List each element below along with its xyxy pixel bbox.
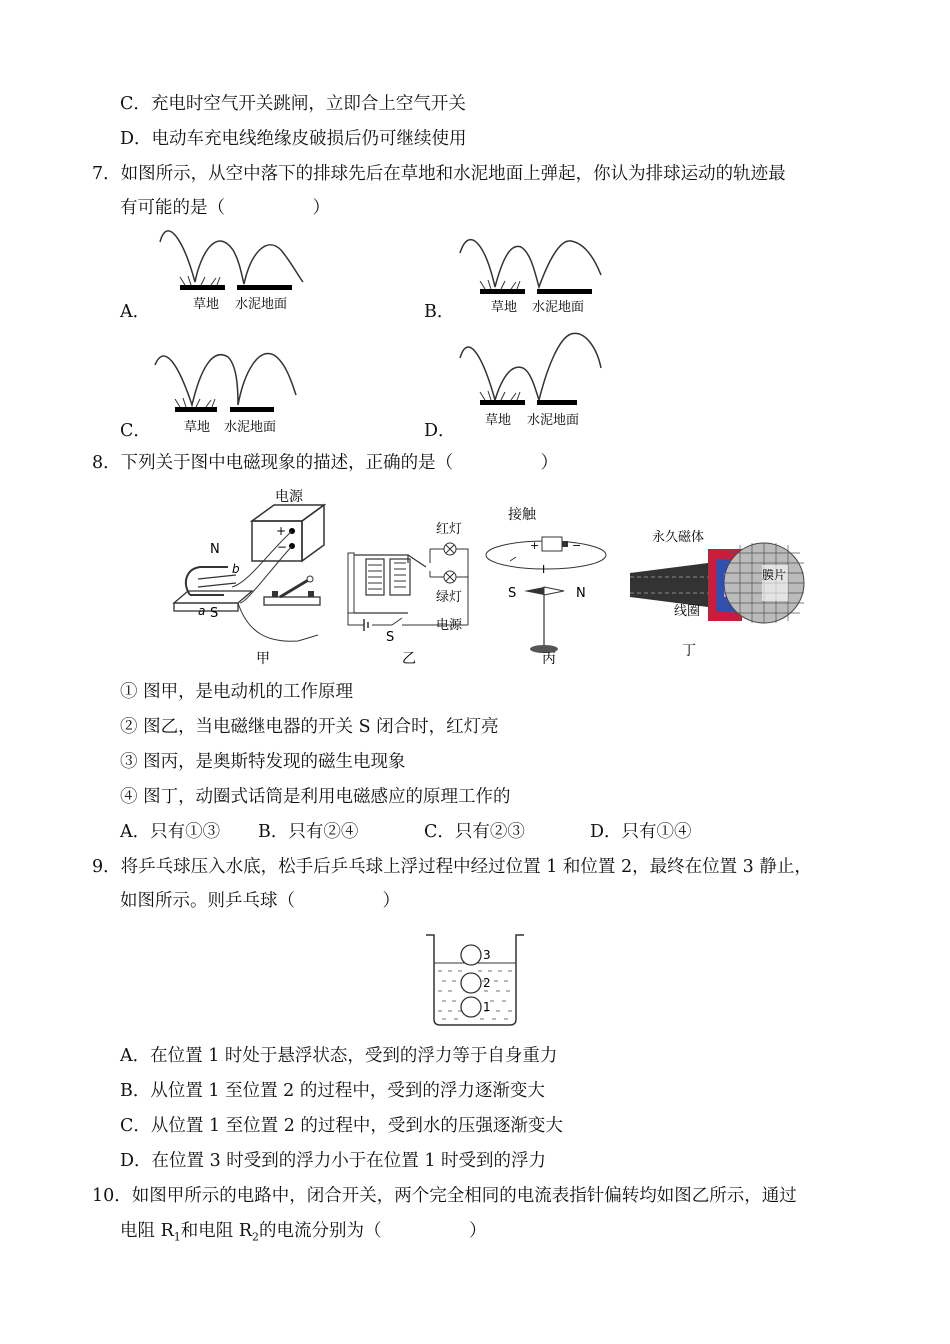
q7-figure-c — [150, 343, 310, 438]
q8-statement-3: ③ 图丙，是奥斯特发现的磁生电现象 — [120, 752, 406, 772]
q8-figure — [168, 483, 808, 673]
svg-text:丁: 丁 — [682, 643, 696, 659]
svg-text:+: + — [530, 539, 540, 552]
q6-option-d: D．电动车充电线绝缘皮破损后仍可继续使用 — [120, 129, 467, 149]
svg-text:线圈: 线圈 — [674, 604, 701, 619]
q7-figure-d — [455, 328, 615, 433]
position-3-label: 3 — [483, 948, 491, 962]
q7-label-a: A． — [120, 302, 151, 322]
q9-option-a: A．在位置 1 时处于悬浮状态，受到的浮力等于自身重力 — [120, 1046, 558, 1066]
svg-text:I: I — [542, 563, 546, 576]
svg-text:b: b — [232, 562, 240, 576]
cement-label: 水泥地面 — [224, 420, 277, 435]
q9-beaker-figure — [420, 925, 530, 1030]
svg-text:N: N — [210, 542, 220, 557]
q9-option-d: D．在位置 3 时受到的浮力小于在位置 1 时受到的浮力 — [120, 1151, 547, 1171]
svg-text:−: − — [277, 540, 288, 554]
svg-text:红灯: 红灯 — [436, 522, 463, 537]
q7-label-d: D． — [424, 421, 456, 441]
grass-label: 草地 — [184, 420, 211, 435]
q8-statement-2: ② 图乙，当电磁继电器的开关 S 闭合时，红灯亮 — [120, 717, 499, 737]
q7-figure-a — [155, 222, 315, 317]
q10-stem-line2: 电阻 $R_1$和电阻 $R_2$的电流分别为（ ） — [120, 1221, 487, 1244]
position-1-label: 1 — [483, 1000, 491, 1014]
q8-option-c: C．只有②③ — [424, 822, 525, 842]
q7-figure-b — [455, 225, 615, 320]
svg-text:绿灯: 绿灯 — [436, 590, 463, 605]
svg-text:接触: 接触 — [508, 507, 536, 523]
q7-stem-line1: 7．如图所示，从空中落下的排球先后在草地和水泥地面上弹起，你认为排球运动的轨迹最 — [92, 164, 786, 184]
position-2-label: 2 — [483, 976, 491, 990]
q6-option-c: C．充电时空气开关跳闸，立即合上空气开关 — [120, 94, 466, 114]
figure-jia — [174, 488, 324, 667]
svg-text:膜片: 膜片 — [762, 568, 787, 582]
figure-bing — [486, 506, 606, 667]
svg-text:−: − — [572, 539, 582, 552]
svg-text:丙: 丙 — [542, 651, 556, 667]
svg-text:电源: 电源 — [275, 489, 303, 505]
grass-label: 草地 — [491, 300, 518, 315]
q9-stem-line2: 如图所示。则乒乓球（ ） — [120, 891, 400, 911]
figure-ding — [630, 529, 804, 659]
q7-stem-line2: 有可能的是（ ） — [120, 198, 330, 218]
cement-label: 水泥地面 — [235, 297, 288, 312]
q8-statement-4: ④ 图丁，动圈式话筒是利用电磁感应的原理工作的 — [120, 787, 511, 807]
q8-option-a: A．只有①③ — [120, 822, 221, 842]
q7-label-b: B． — [424, 302, 455, 322]
grass-label: 草地 — [485, 413, 512, 428]
svg-text:S: S — [210, 606, 219, 621]
q8-statement-1: ① 图甲，是电动机的工作原理 — [120, 682, 354, 702]
svg-text:+: + — [276, 524, 287, 538]
svg-text:a: a — [198, 604, 206, 618]
svg-text:N: N — [576, 586, 586, 601]
q8-option-b: B．只有②④ — [258, 822, 359, 842]
q8-option-d: D．只有①④ — [590, 822, 692, 842]
grass-label: 草地 — [193, 297, 220, 312]
figure-yi — [348, 522, 468, 667]
svg-text:S: S — [386, 630, 395, 645]
svg-text:永久磁体: 永久磁体 — [652, 530, 705, 545]
cement-label: 水泥地面 — [532, 300, 585, 315]
q9-option-c: C．从位置 1 至位置 2 的过程中，受到水的压强逐渐变大 — [120, 1116, 563, 1136]
q9-option-b: B．从位置 1 至位置 2 的过程中，受到的浮力逐渐变大 — [120, 1081, 545, 1101]
q9-stem-line1: 9．将乒乓球压入水底，松手后乒乓球上浮过程中经过位置 1 和位置 2，最终在位置 3 静止， — [92, 857, 812, 877]
svg-text:电源: 电源 — [436, 618, 463, 633]
cement-label: 水泥地面 — [527, 413, 580, 428]
q8-stem: 8．下列关于图中电磁现象的描述，正确的是（ ） — [92, 453, 559, 473]
svg-text:S: S — [508, 586, 517, 601]
q7-label-c: C． — [120, 421, 151, 441]
svg-text:甲: 甲 — [256, 651, 270, 667]
q10-stem-line1: 10．如图甲所示的电路中，闭合开关，两个完全相同的电流表指针偏转均如图乙所示，通过 — [92, 1186, 797, 1206]
svg-text:乙: 乙 — [402, 651, 416, 667]
